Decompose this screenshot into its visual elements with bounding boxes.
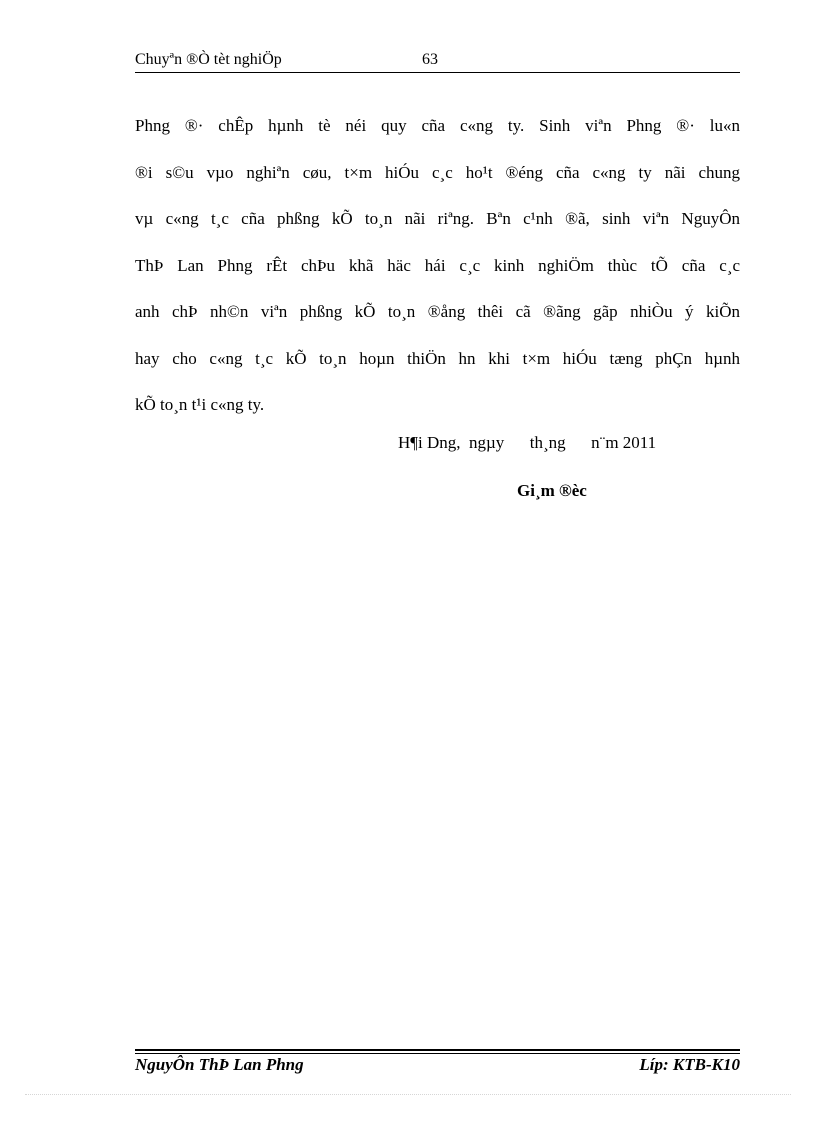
body-line: ®i s©u vµo nghiªn cøu, t×m hiÓu c¸c ho¹t ®éng cña c«ng ty nãi chung	[135, 162, 740, 182]
body-line: Phng ®· chÊp hµnh tè néi quy cña c«ng ty. Sinh viªn Phng ®· lu«n	[135, 116, 740, 135]
body-line: anh chÞ nh©n viªn phßng kÕ to¸n ®ång thêi cã ®ãng gãp nhiÒu ý kiÕn	[135, 302, 740, 321]
body-line: vµ c«ng t¸c cña phßng kÕ to¸n nãi riªng. Bªn c¹nh ®ã, sinh viªn NguyÔn	[135, 209, 740, 228]
footer-rule-thin	[135, 1053, 740, 1054]
header-title: Chuyªn ®Ò tèt nghiÖp	[135, 51, 282, 68]
body-line-last: kÕ to¸n t¹i c«ng ty.	[135, 395, 265, 414]
footer-class: Líp: KTB-K10	[639, 1055, 740, 1074]
page-number: 63	[422, 51, 438, 68]
body-line: hay cho c«ng t¸c kÕ to¸n hoµn thiÖn hn khi t×m hiÓu tæng phÇn hµnh	[135, 348, 740, 368]
footer-author: NguyÔn ThÞ Lan Phng	[135, 1055, 304, 1074]
page-header	[135, 48, 740, 73]
page-edge-divider	[25, 1094, 791, 1095]
body-paragraph	[135, 111, 740, 437]
footer-rule	[135, 1049, 740, 1051]
date-line: H¶i Dng, ngµy th¸ng n¨m 2011	[398, 433, 657, 452]
signer-title: Gi¸m ®èc	[517, 481, 587, 500]
body-line: ThÞ Lan Phng rÊt chÞu khã häc hái c¸c kinh nghiÖm thùc tÕ cña c¸c	[135, 255, 740, 275]
